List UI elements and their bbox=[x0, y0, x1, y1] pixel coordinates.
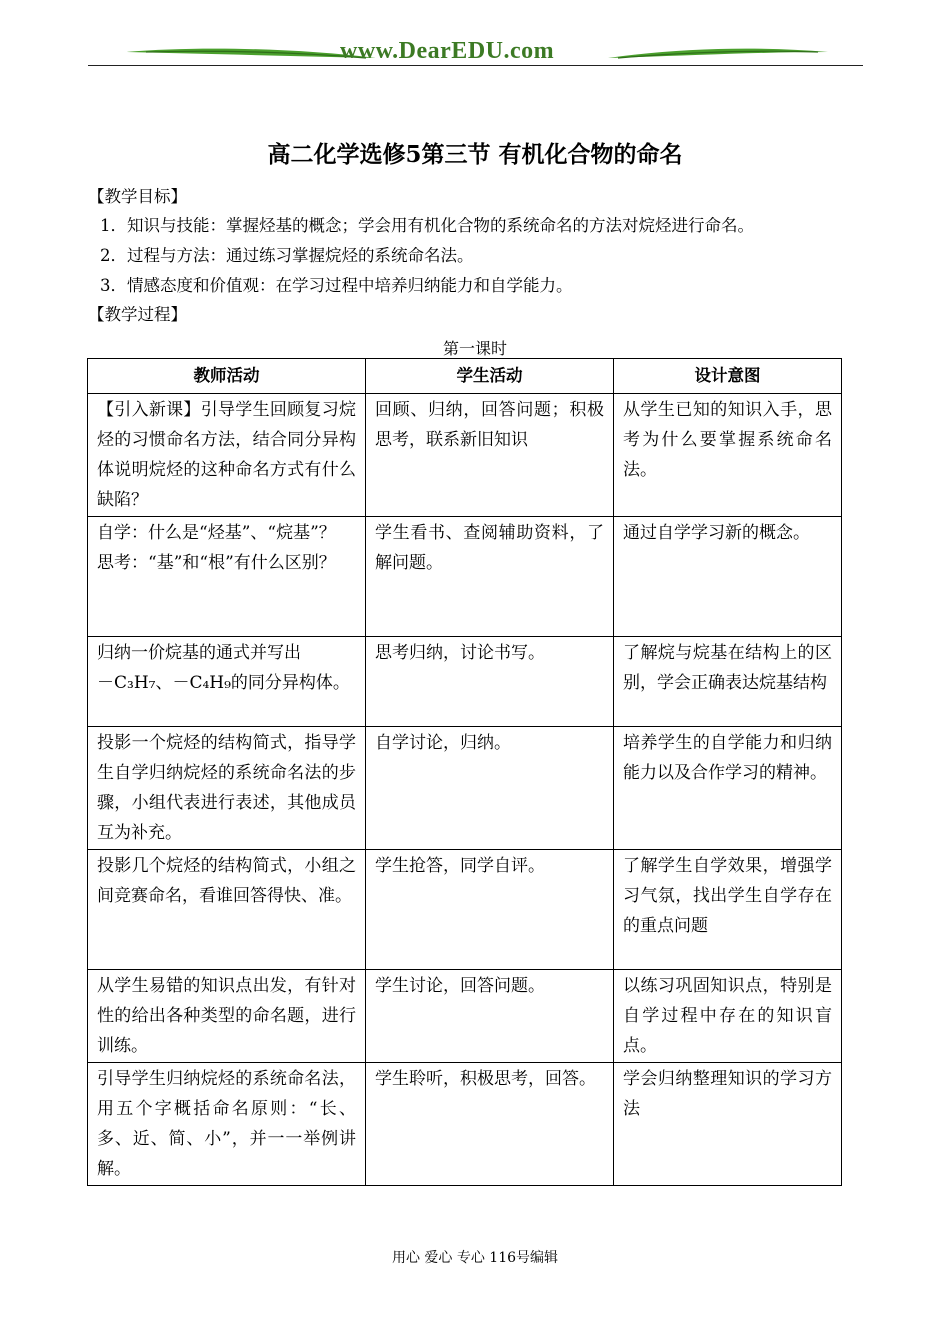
design-intent-cell: 以练习巩固知识点，特别是自学过程中存在的知识盲点。 bbox=[614, 970, 842, 1063]
table-row bbox=[88, 1063, 842, 1186]
design-intent-cell: 培养学生的自学能力和归纳能力以及合作学习的精神。 bbox=[614, 727, 842, 850]
document-title: 高二化学选修5第三节 有机化合物的命名 bbox=[267, 141, 683, 168]
table-row bbox=[88, 394, 842, 517]
table-row bbox=[88, 850, 842, 970]
lesson-label: 第一课时 bbox=[442, 339, 507, 358]
column-header-teacher: 教师活动 bbox=[88, 359, 366, 394]
table-row bbox=[88, 727, 842, 850]
page-header bbox=[88, 32, 863, 72]
table-row bbox=[88, 637, 842, 727]
design-intent-cell: 了解烷与烷基在结构上的区别，学会正确表达烷基结构 bbox=[614, 637, 842, 727]
student-activity-cell: 学生讨论，回答问题。 bbox=[366, 970, 614, 1063]
left-leaf-decoration bbox=[126, 44, 376, 66]
page-footer: 用心 爱心 专心 116号编辑 bbox=[391, 1250, 559, 1266]
column-header-intent: 设计意图 bbox=[614, 359, 842, 394]
teacher-activity-cell: 从学生易错的知识点出发，有针对性的给出各种类型的命名题，进行训练。 bbox=[88, 970, 366, 1063]
student-activity-cell: 学生聆听，积极思考，回答。 bbox=[366, 1063, 614, 1186]
teacher-activity-cell: 【引入新课】引导学生回顾复习烷烃的习惯命名方法，结合同分异构体说明烷烃的这种命名方式有什么缺陷？ bbox=[88, 394, 366, 517]
objective-item: 3．情感态度和价值观：在学习过程中培养归纳能力和自学能力。 bbox=[100, 276, 573, 295]
teacher-activity-cell: 投影几个烷烃的结构简式，小组之间竞赛命名，看谁回答得快、准。 bbox=[88, 850, 366, 970]
objectives-heading: 【教学目标】 bbox=[88, 187, 187, 206]
column-header-student: 学生活动 bbox=[366, 359, 614, 394]
right-leaf-decoration bbox=[608, 44, 828, 66]
header-rule bbox=[88, 65, 863, 66]
teacher-activity-cell: 引导学生归纳烷烃的系统命名法，用五个字概括命名原则：“长、多、近、简、小”，并一一举例讲解。 bbox=[88, 1063, 366, 1186]
design-intent-cell: 了解学生自学效果，增强学习气氛，找出学生自学存在的重点问题 bbox=[614, 850, 842, 970]
process-heading: 【教学过程】 bbox=[88, 305, 187, 324]
design-intent-cell: 从学生已知的知识入手，思考为什么要掌握系统命名法。 bbox=[614, 394, 842, 517]
student-activity-cell: 思考归纳，讨论书写。 bbox=[366, 637, 614, 727]
student-activity-cell: 学生抢答，同学自评。 bbox=[366, 850, 614, 970]
teaching-plan-table bbox=[87, 358, 842, 1186]
student-activity-cell: 回顾、归纳，回答问题；积极思考，联系新旧知识 bbox=[366, 394, 614, 517]
objective-item: 2．过程与方法：通过练习掌握烷烃的系统命名法。 bbox=[100, 246, 474, 265]
student-activity-cell: 学生看书、查阅辅助资料，了解问题。 bbox=[366, 517, 614, 637]
table-row bbox=[88, 517, 842, 637]
design-intent-cell: 通过自学学习新的概念。 bbox=[614, 517, 842, 637]
table-row bbox=[88, 970, 842, 1063]
design-intent-cell: 学会归纳整理知识的学习方法 bbox=[614, 1063, 842, 1186]
teacher-activity-cell: 投影一个烷烃的结构简式，指导学生自学归纳烷烃的系统命名法的步骤，小组代表进行表述，其他成员互为补充。 bbox=[88, 727, 366, 850]
objective-item: 1．知识与技能：掌握烃基的概念；学会用有机化合物的系统命名的方法对烷烃进行命名。 bbox=[100, 216, 754, 235]
teacher-activity-cell: 归纳一价烷基的通式并写出 －C₃H₇、－C₄H₉的同分异构体。 bbox=[88, 637, 366, 727]
site-logo[interactable]: www.DearEDU.com bbox=[340, 38, 555, 64]
teacher-activity-cell: 自学：什么是“烃基”、“烷基”？ 思考：“基”和“根”有什么区别？ bbox=[88, 517, 366, 637]
student-activity-cell: 自学讨论，归纳。 bbox=[366, 727, 614, 850]
table-header-row bbox=[88, 359, 842, 394]
